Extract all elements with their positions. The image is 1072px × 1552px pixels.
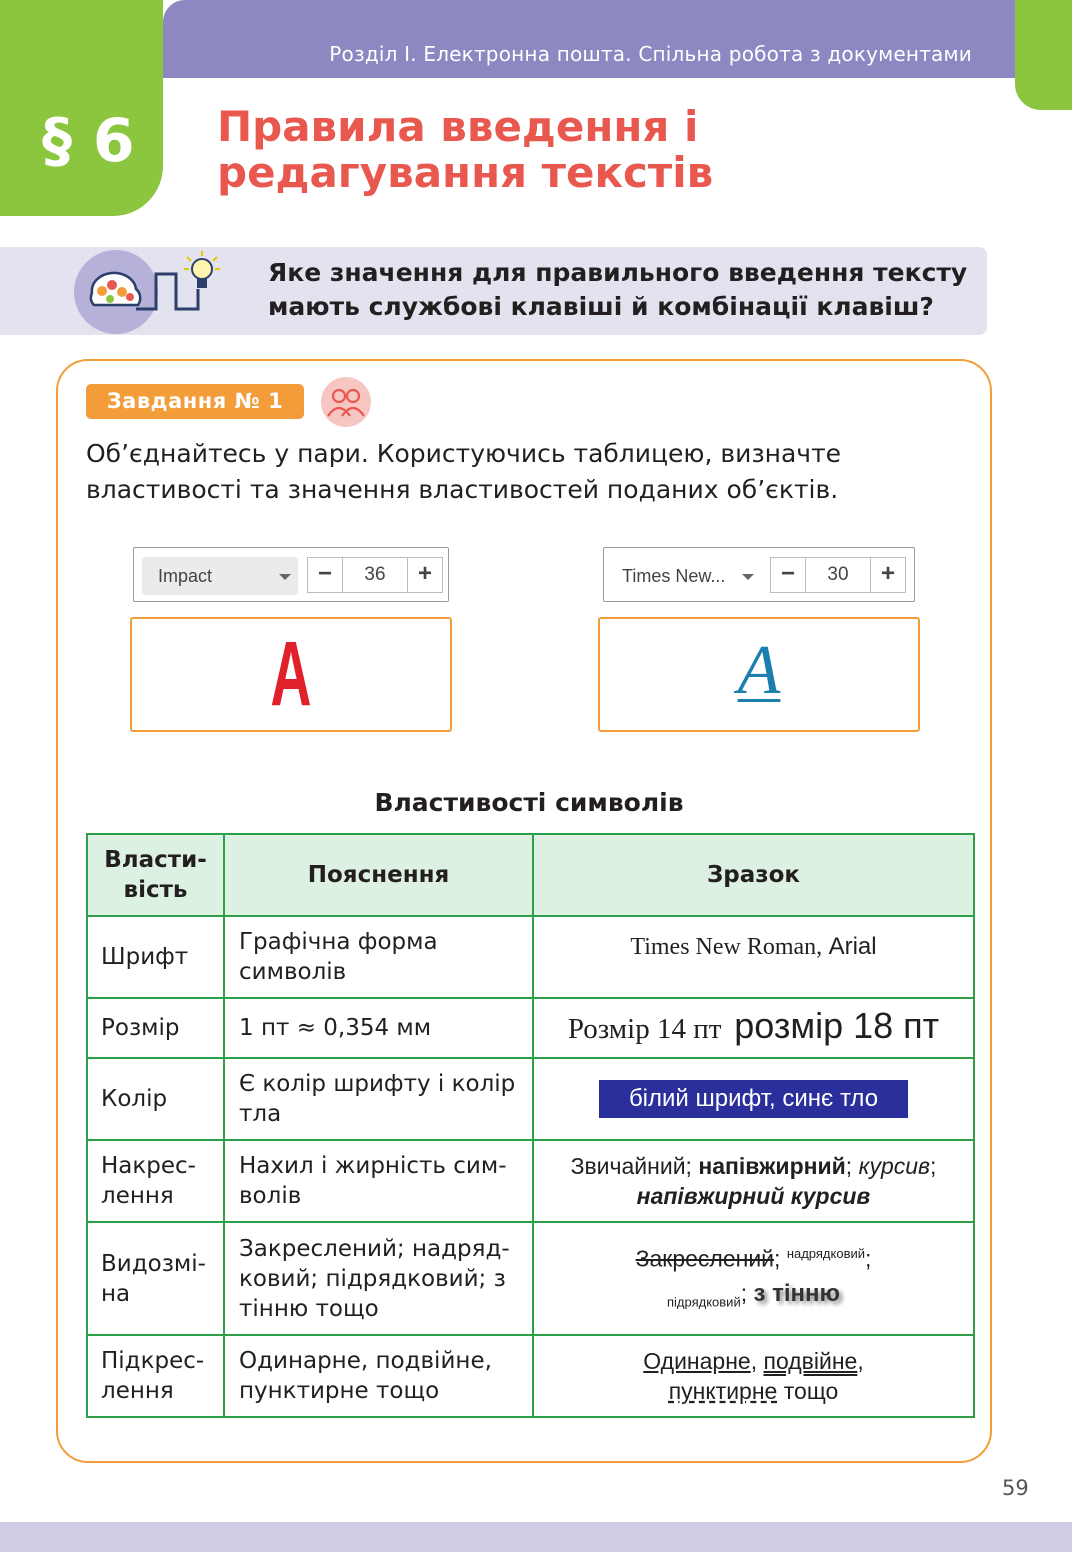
decrease-size-button[interactable]: − — [770, 557, 806, 593]
font-toolbar-impact — [133, 547, 449, 602]
chevron-down-icon — [279, 574, 291, 580]
pair-work-icon — [320, 376, 372, 432]
table-title: Властивості символів — [374, 788, 684, 817]
task-text: Об’єднайтесь у пари. Користуючись таблицею, визначте властивості та значення властивостей поданих об’єктів. — [86, 439, 842, 504]
chevron-down-icon — [742, 574, 754, 580]
property-cell: Видозмі-на — [87, 1222, 224, 1335]
explanation-cell: Нахил і жирність сим-волів — [224, 1140, 533, 1222]
explanation-cell: Закреслений; надряд-ковий; підрядковий; з тінню тощо — [224, 1222, 533, 1335]
character-properties-table — [86, 833, 975, 1418]
table-row — [87, 1222, 974, 1335]
table-header-row — [87, 834, 974, 916]
property-cell: Колір — [87, 1058, 224, 1140]
sample-letter: A — [270, 623, 312, 725]
property-cell: Шрифт — [87, 916, 224, 998]
sample-cell: Закреслений; $^{надрядковий}$; $_{підрядковий}$; з тінню — [533, 1222, 974, 1335]
explanation-cell: Графічна форма символів — [224, 916, 533, 998]
brain-lightbulb-icon — [72, 247, 232, 341]
section-title: Розділ І. Електронна пошта. Спільна робота з документами — [329, 42, 972, 66]
footer-band — [0, 1522, 1072, 1552]
column-header: Зразок — [533, 834, 974, 916]
property-cell: Розмір — [87, 998, 224, 1058]
table-row — [87, 1335, 974, 1417]
task-badge: Завдання № 1 — [86, 384, 304, 419]
question-text: Яке значення для правильного введення тексту мають службові клавіші й комбінації клавіш? — [268, 258, 968, 321]
sample-cell: білий шрифт, синє тло — [533, 1058, 974, 1140]
sample-box-times — [598, 617, 920, 732]
table-row — [87, 1140, 974, 1222]
column-header: Пояснення — [224, 834, 533, 916]
explanation-cell: Є колір шрифту і колір тла — [224, 1058, 533, 1140]
sample-cell: Одинарне, подвійне, пунктирне тощо — [533, 1335, 974, 1417]
increase-size-button[interactable]: + — [870, 557, 906, 593]
explanation-cell: Одинарне, подвійне, пунктирне тощо — [224, 1335, 533, 1417]
explanation-cell: 1 пт ≈ 0,354 мм — [224, 998, 533, 1058]
font-size-field[interactable]: 36 — [343, 557, 407, 593]
page-title: Правила введення і редагування текстів — [217, 102, 714, 197]
increase-size-button[interactable]: + — [407, 557, 443, 593]
table-row — [87, 916, 974, 998]
page-number: 59 — [1002, 1476, 1029, 1500]
property-cell: Підкрес-лення — [87, 1335, 224, 1417]
sample-letter: A — [737, 632, 781, 709]
sample-box-impact — [130, 617, 452, 732]
header-band — [163, 0, 1015, 78]
font-size-field[interactable]: 30 — [806, 557, 870, 593]
font-toolbar-times — [603, 547, 915, 602]
sample-cell: Звичайний; напівжирний; курсив; напівжирний курсив — [533, 1140, 974, 1222]
sample-cell: Розмір 14 пт розмір 18 пт — [533, 998, 974, 1058]
sample-cell: Times New Roman, Arial — [533, 916, 974, 998]
paragraph-number: § 6 — [42, 106, 135, 176]
font-select[interactable]: Impact — [142, 557, 298, 595]
font-select[interactable]: Times New... — [606, 557, 762, 595]
table-row — [87, 998, 974, 1058]
property-cell: Накрес-лення — [87, 1140, 224, 1222]
column-header: Власти-вість — [87, 834, 224, 916]
decrease-size-button[interactable]: − — [307, 557, 343, 593]
table-row — [87, 1058, 974, 1140]
header-corner-decoration — [1015, 0, 1072, 110]
